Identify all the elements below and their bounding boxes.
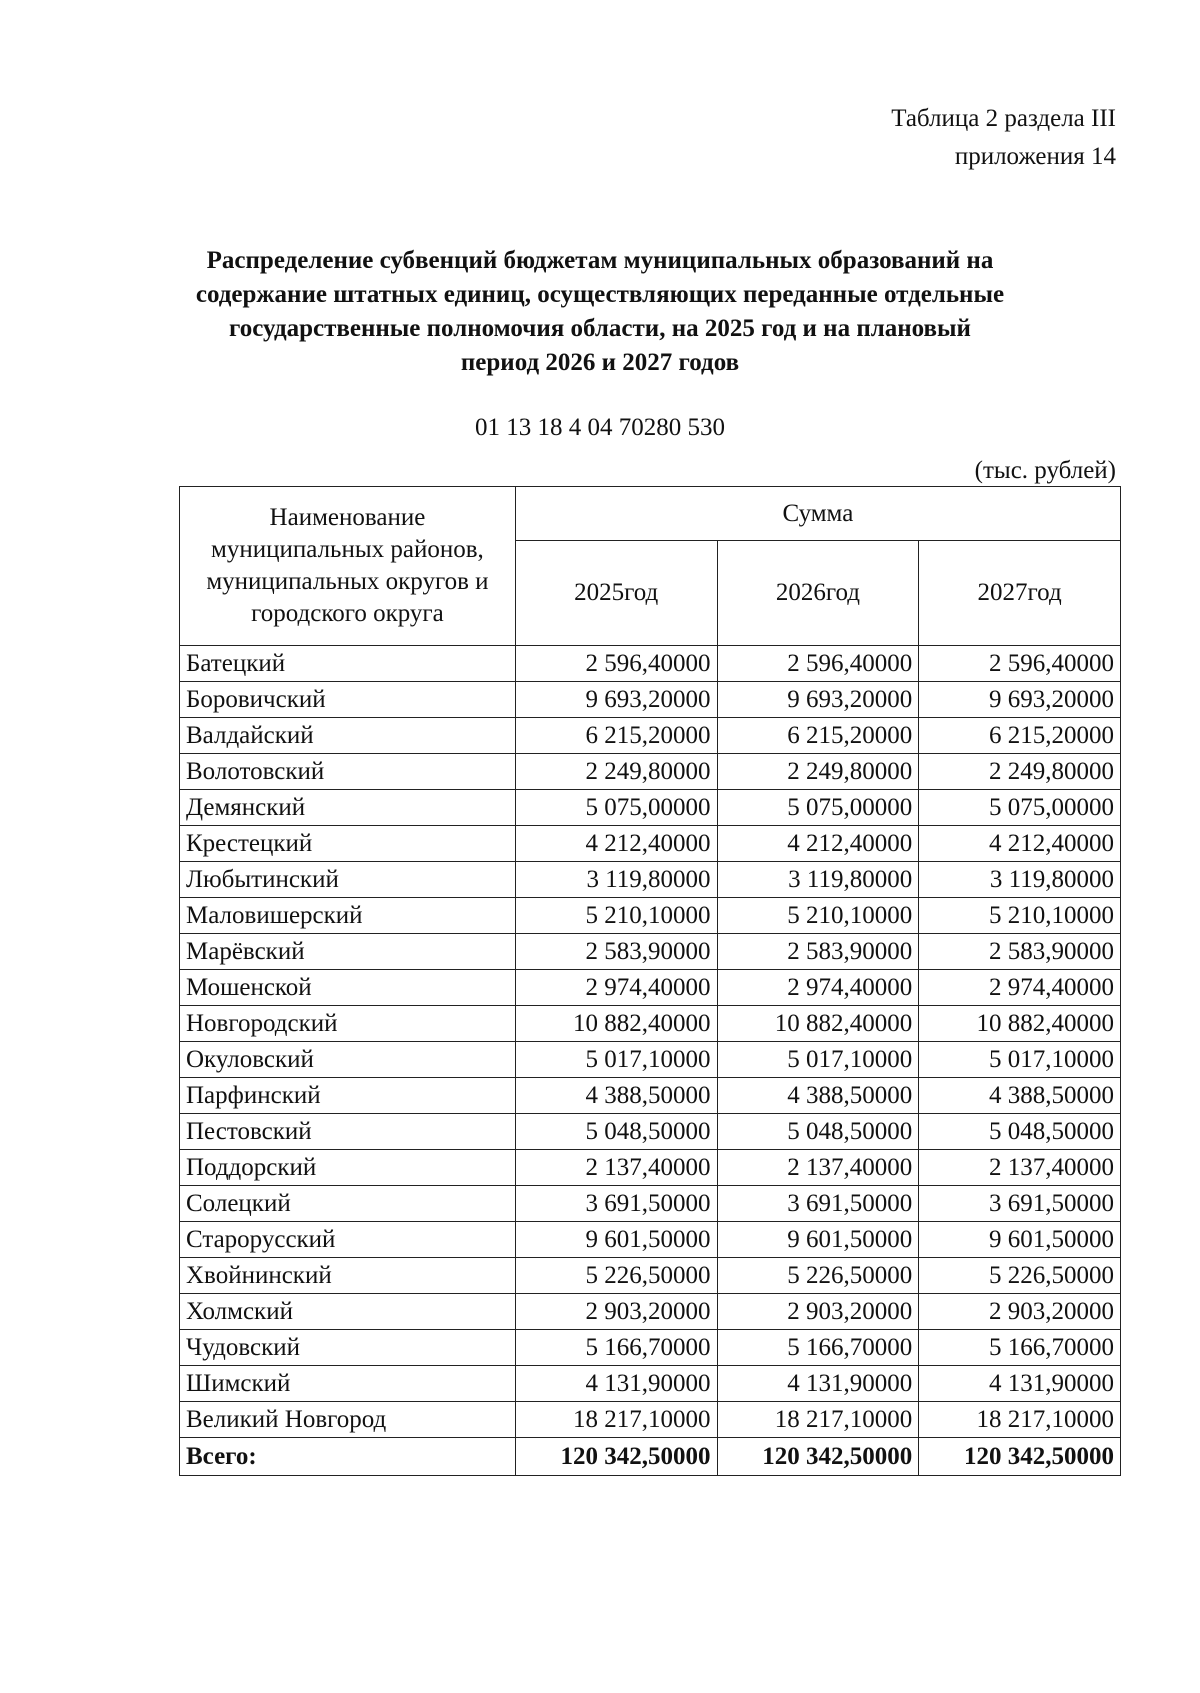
municipality-name: Старорусский — [180, 1222, 516, 1258]
amount-2025: 5 226,50000 — [515, 1258, 717, 1294]
amount-2026: 3 691,50000 — [717, 1186, 919, 1222]
table-row — [180, 898, 1121, 934]
municipality-name: Поддорский — [180, 1150, 516, 1186]
amount-2026: 4 388,50000 — [717, 1078, 919, 1114]
total-label: Всего: — [180, 1438, 516, 1476]
amount-2025: 4 388,50000 — [515, 1078, 717, 1114]
amount-2027: 2 903,20000 — [919, 1294, 1121, 1330]
amount-2025: 3 691,50000 — [515, 1186, 717, 1222]
amount-2027: 5 017,10000 — [919, 1042, 1121, 1078]
amount-2027: 2 596,40000 — [919, 646, 1121, 682]
table-row — [180, 682, 1121, 718]
table-header-row — [180, 487, 1121, 541]
municipality-name: Марёвский — [180, 934, 516, 970]
column-header-sum: Сумма — [515, 487, 1120, 541]
table-row — [180, 1078, 1121, 1114]
municipality-name: Крестецкий — [180, 826, 516, 862]
amount-2025: 9 693,20000 — [515, 682, 717, 718]
total-value-2026: 120 342,50000 — [717, 1438, 919, 1476]
amount-2025: 5 166,70000 — [515, 1330, 717, 1366]
amount-2026: 5 166,70000 — [717, 1330, 919, 1366]
municipality-name: Шимский — [180, 1366, 516, 1402]
amount-2027: 3 691,50000 — [919, 1186, 1121, 1222]
amount-2025: 2 596,40000 — [515, 646, 717, 682]
amount-2026: 2 596,40000 — [717, 646, 919, 682]
municipality-name: Чудовский — [180, 1330, 516, 1366]
title-line-1: Распределение субвенций бюджетам муниципальных образований на — [206, 247, 994, 274]
table-row — [180, 1222, 1121, 1258]
amount-2026: 2 249,80000 — [717, 754, 919, 790]
table-row — [180, 718, 1121, 754]
amount-2025: 9 601,50000 — [515, 1222, 717, 1258]
amount-2025: 2 903,20000 — [515, 1294, 717, 1330]
amount-2025: 5 048,50000 — [515, 1114, 717, 1150]
amount-2027: 9 601,50000 — [919, 1222, 1121, 1258]
amount-2025: 4 131,90000 — [515, 1366, 717, 1402]
amount-2026: 2 903,20000 — [717, 1294, 919, 1330]
municipality-name: Демянский — [180, 790, 516, 826]
amount-2027: 9 693,20000 — [919, 682, 1121, 718]
amount-2026: 4 212,40000 — [717, 826, 919, 862]
amount-2027: 6 215,20000 — [919, 718, 1121, 754]
table-body — [180, 646, 1121, 1476]
amount-2026: 10 882,40000 — [717, 1006, 919, 1042]
table-row — [180, 1294, 1121, 1330]
amount-2027: 10 882,40000 — [919, 1006, 1121, 1042]
amount-2026: 9 601,50000 — [717, 1222, 919, 1258]
amount-2027: 2 249,80000 — [919, 754, 1121, 790]
table-row — [180, 790, 1121, 826]
municipality-name: Боровичский — [180, 682, 516, 718]
amount-2027: 5 075,00000 — [919, 790, 1121, 826]
municipality-name: Любытинский — [180, 862, 516, 898]
municipality-name: Солецкий — [180, 1186, 516, 1222]
amount-2027: 2 583,90000 — [919, 934, 1121, 970]
amount-2026: 6 215,20000 — [717, 718, 919, 754]
table-row — [180, 1150, 1121, 1186]
municipality-name: Пестовский — [180, 1114, 516, 1150]
municipality-name: Новгородский — [180, 1006, 516, 1042]
amount-2027: 5 048,50000 — [919, 1114, 1121, 1150]
amount-2026: 2 583,90000 — [717, 934, 919, 970]
municipality-name: Батецкий — [180, 646, 516, 682]
amount-2026: 5 075,00000 — [717, 790, 919, 826]
amount-2025: 2 583,90000 — [515, 934, 717, 970]
reference-appendix-number: приложения 14 — [954, 143, 1116, 170]
table-row — [180, 1330, 1121, 1366]
table-total-row — [180, 1438, 1121, 1476]
title-line-2: содержание штатных единиц, осуществляющих переданные отдельные — [195, 281, 1005, 308]
amount-2026: 5 017,10000 — [717, 1042, 919, 1078]
amount-2026: 5 210,10000 — [717, 898, 919, 934]
table-row — [180, 1258, 1121, 1294]
amount-2026: 4 131,90000 — [717, 1366, 919, 1402]
table-row — [180, 970, 1121, 1006]
amount-2026: 9 693,20000 — [717, 682, 919, 718]
amount-2027: 5 166,70000 — [919, 1330, 1121, 1366]
column-header-2026: 2026год — [717, 541, 919, 646]
amount-2026: 2 974,40000 — [717, 970, 919, 1006]
municipality-name: Окуловский — [180, 1042, 516, 1078]
amount-2027: 5 226,50000 — [919, 1258, 1121, 1294]
units-label: (тыс. рублей) — [974, 457, 1116, 484]
amount-2027: 4 212,40000 — [919, 826, 1121, 862]
column-header-name: Наименование муниципальных районов, муниципальных округов и городского округа — [180, 487, 516, 646]
amount-2027: 4 388,50000 — [919, 1078, 1121, 1114]
total-value-2025: 120 342,50000 — [515, 1438, 717, 1476]
amount-2027: 18 217,10000 — [919, 1402, 1121, 1438]
table-row — [180, 646, 1121, 682]
amount-2027: 4 131,90000 — [919, 1366, 1121, 1402]
document-reference — [891, 100, 1116, 176]
amount-2025: 2 249,80000 — [515, 754, 717, 790]
amount-2027: 5 210,10000 — [919, 898, 1121, 934]
table-row — [180, 934, 1121, 970]
table-row — [180, 1366, 1121, 1402]
budget-classification-code: 01 13 18 4 04 70280 530 — [475, 414, 725, 441]
municipality-name: Мошенской — [180, 970, 516, 1006]
amount-2026: 18 217,10000 — [717, 1402, 919, 1438]
column-header-2025: 2025год — [515, 541, 717, 646]
table-row — [180, 862, 1121, 898]
amount-2026: 2 137,40000 — [717, 1150, 919, 1186]
municipality-name: Валдайский — [180, 718, 516, 754]
table-row — [180, 1006, 1121, 1042]
amount-2027: 2 974,40000 — [919, 970, 1121, 1006]
amount-2026: 5 048,50000 — [717, 1114, 919, 1150]
amount-2026: 3 119,80000 — [717, 862, 919, 898]
amount-2027: 2 137,40000 — [919, 1150, 1121, 1186]
title-line-3: государственные полномочия области, на 2025 год и на плановый — [229, 315, 971, 342]
municipality-name: Великий Новгород — [180, 1402, 516, 1438]
amount-2025: 5 017,10000 — [515, 1042, 717, 1078]
amount-2025: 3 119,80000 — [515, 862, 717, 898]
table-row — [180, 1402, 1121, 1438]
table-row — [180, 826, 1121, 862]
municipality-name: Хвойнинский — [180, 1258, 516, 1294]
municipality-name: Маловишерский — [180, 898, 516, 934]
municipality-name: Волотовский — [180, 754, 516, 790]
municipality-name: Парфинский — [180, 1078, 516, 1114]
amount-2025: 2 974,40000 — [515, 970, 717, 1006]
municipality-name: Холмский — [180, 1294, 516, 1330]
amount-2025: 10 882,40000 — [515, 1006, 717, 1042]
amount-2025: 6 215,20000 — [515, 718, 717, 754]
amount-2026: 5 226,50000 — [717, 1258, 919, 1294]
document-title — [150, 244, 1050, 380]
amount-2025: 4 212,40000 — [515, 826, 717, 862]
table-row — [180, 1186, 1121, 1222]
table-row — [180, 754, 1121, 790]
table-row — [180, 1114, 1121, 1150]
column-header-2027: 2027год — [919, 541, 1121, 646]
title-line-4: период 2026 и 2027 годов — [460, 349, 740, 376]
amount-2027: 3 119,80000 — [919, 862, 1121, 898]
total-value-2027: 120 342,50000 — [919, 1438, 1121, 1476]
table-row — [180, 1042, 1121, 1078]
amount-2025: 5 075,00000 — [515, 790, 717, 826]
amount-2025: 5 210,10000 — [515, 898, 717, 934]
reference-table-number: Таблица 2 раздела III — [891, 105, 1116, 132]
subvention-table — [179, 486, 1121, 1476]
amount-2025: 2 137,40000 — [515, 1150, 717, 1186]
amount-2025: 18 217,10000 — [515, 1402, 717, 1438]
